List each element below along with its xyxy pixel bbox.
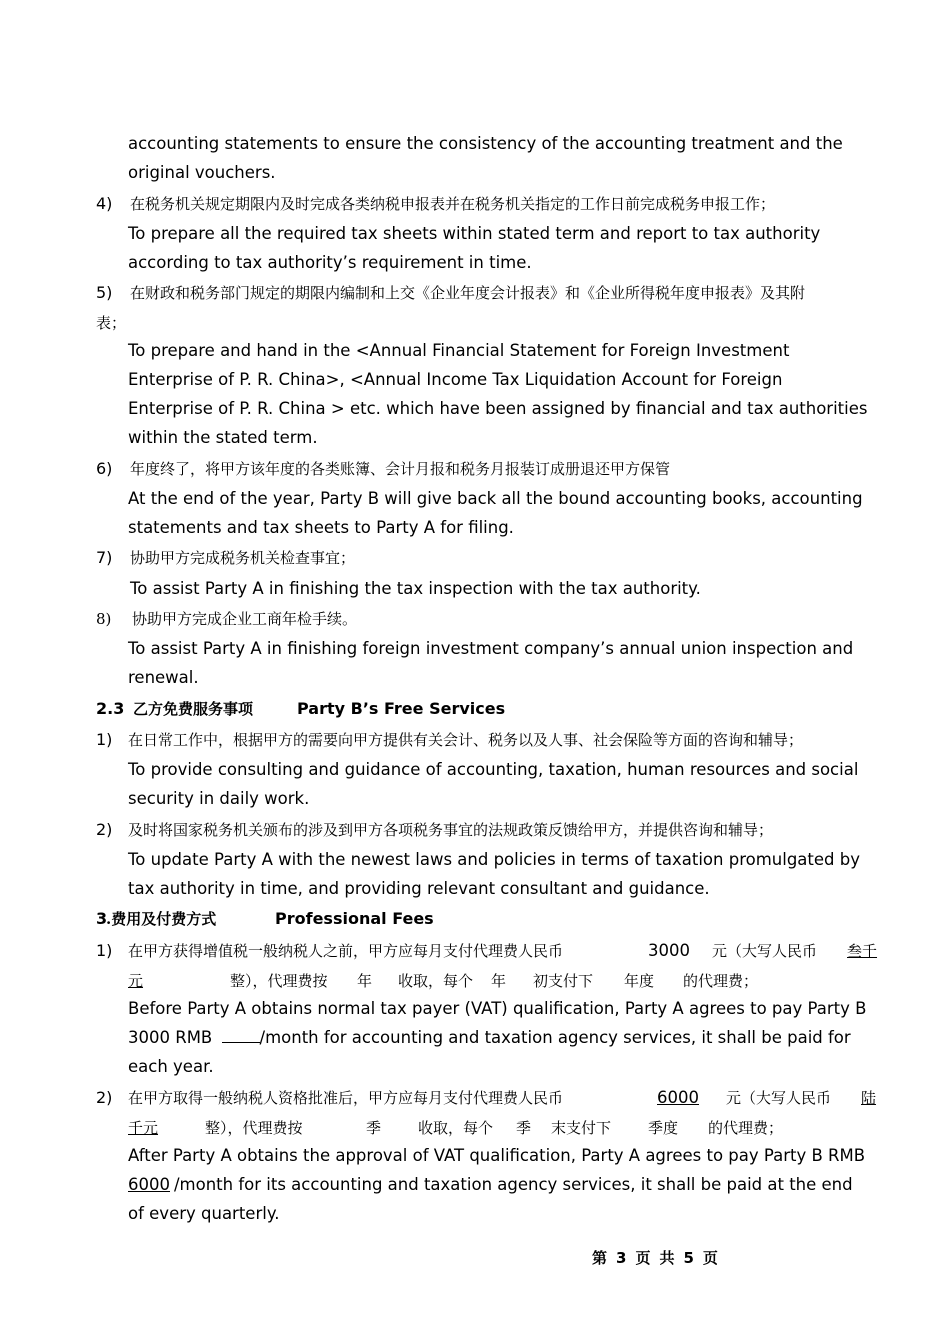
chinese-clause [128, 1087, 888, 1109]
chinese-clause: 在日常工作中，根据甲方的需要向甲方提供有关会计、税务以及人事、社会保险等方面的咨询和辅导； [128, 731, 804, 749]
list-number: 8) [96, 610, 112, 628]
footer-text: 页 [702, 1249, 718, 1267]
english-clause: tax authority in time, and providing relevant consultant and guidance. [128, 879, 710, 898]
section-heading [96, 908, 434, 930]
clause-text: 末支付下 [551, 1119, 612, 1137]
section-title-zh: .费用及付费方式 [106, 910, 217, 928]
section-title-en: Party B’s Free Services [297, 699, 506, 718]
clause-text: 收取，每个 [418, 1119, 494, 1137]
clause-text: 收取，每个 [398, 972, 474, 990]
fee-amount: 6000 [657, 1088, 699, 1107]
fee-amount-words: 元 [128, 972, 144, 990]
english-clause: security in daily work. [128, 789, 310, 808]
fee-amount: 6000 [128, 1175, 170, 1194]
english-clause: according to tax authority’s requirement in time. [128, 253, 532, 272]
chinese-clause [128, 970, 888, 992]
blank-field [222, 1028, 260, 1043]
list-number: 5) [96, 283, 113, 302]
footer-text: 第 [592, 1249, 608, 1267]
english-clause: To assist Party A in finishing foreign investment company’s annual union inspection and [128, 639, 854, 658]
paragraph-line: accounting statements to ensure the consistency of the accounting treatment and the [128, 134, 843, 153]
english-clause: To provide consulting and guidance of accounting, taxation, human resources and social [128, 760, 859, 779]
section-number: 2.3 [96, 699, 125, 718]
clause-text: /month for accounting and taxation agency services, it shall be paid for [259, 1028, 851, 1047]
english-clause: To prepare all the required tax sheets within stated term and report to tax authority [128, 224, 821, 243]
clause-text: 在甲方获得增值税一般纳税人之前，甲方应每月支付代理费人民币 [128, 942, 564, 960]
billing-period: 季度 [648, 1119, 679, 1137]
english-clause: To update Party A with the newest laws and policies in terms of taxation promulgated by [128, 850, 860, 869]
chinese-clause: 协助甲方完成企业工商年检手续。 [132, 610, 358, 628]
english-clause [128, 1174, 853, 1196]
chinese-clause: 年度终了，将甲方该年度的各类账簿、会计月报和税务月报装订成册退还甲方保管 [130, 460, 671, 478]
clause-text: 整），代理费按 [230, 972, 328, 990]
page-number: 3 [616, 1249, 627, 1267]
clause-text: 初支付下 [533, 972, 594, 990]
list-number: 6) [96, 459, 113, 478]
billing-period: 年 [357, 972, 373, 990]
total-pages: 5 [683, 1249, 694, 1267]
english-clause: To prepare and hand in the <Annual Financial Statement for Foreign Investment [128, 341, 790, 360]
chinese-clause [128, 1117, 888, 1139]
english-clause: Enterprise of P. R. China > etc. which have been assigned by financial and tax authorities [128, 399, 868, 418]
clause-text: 整），代理费按 [205, 1119, 303, 1137]
clause-text: 元（大写人民币 [726, 1089, 832, 1107]
billing-period: 年 [491, 972, 507, 990]
english-clause: At the end of the year, Party B will give back all the bound accounting books, accounting [128, 489, 863, 508]
section-title-zh: 乙方免费服务事项 [133, 700, 254, 718]
fee-amount-words: 叁千 [847, 942, 878, 960]
chinese-clause: 表； [96, 314, 127, 332]
list-number: 7) [96, 548, 113, 567]
clause-text: /month for its accounting and taxation agency services, it shall be paid at the end [174, 1175, 853, 1194]
chinese-clause: 及时将国家税务机关颁布的涉及到甲方各项税务事宜的法规政策反馈给甲方，并提供咨询和辅导； [128, 821, 774, 839]
list-number: 1) [96, 730, 113, 749]
english-clause [128, 1027, 851, 1049]
clause-text: 在甲方取得一般纳税人资格批准后，甲方应每月支付代理费人民币 [128, 1089, 564, 1107]
english-clause: each year. [128, 1057, 214, 1076]
fee-amount: 3000 [648, 941, 690, 960]
billing-period: 季 [366, 1119, 382, 1137]
section-title-en: Professional Fees [275, 909, 434, 928]
english-clause: Before Party A obtains normal tax payer (VAT) qualification, Party A agrees to pay Party B [128, 999, 867, 1018]
clause-text: 元（大写人民币 [712, 942, 818, 960]
fee-amount-words: 陆 [861, 1089, 877, 1107]
english-clause: renewal. [128, 668, 199, 687]
billing-period: 年度 [624, 972, 655, 990]
chinese-clause [128, 940, 888, 962]
chinese-clause: 在财政和税务部门规定的期限内编制和上交《企业年度会计报表》和《企业所得税年度申报表》及其附 [130, 284, 806, 302]
chinese-clause: 协助甲方完成税务机关检查事宜； [130, 549, 356, 567]
paragraph-line: original vouchers. [128, 163, 276, 182]
english-clause: After Party A obtains the approval of VAT qualification, Party A agrees to pay Party B RMB [128, 1146, 866, 1165]
english-clause: To assist Party A in finishing the tax inspection with the tax authority. [130, 579, 701, 598]
list-number: 1) [96, 941, 113, 960]
billing-period: 季 [516, 1119, 532, 1137]
english-clause: Enterprise of P. R. China>, <Annual Income Tax Liquidation Account for Foreign [128, 370, 783, 389]
list-number: 2) [96, 820, 113, 839]
english-clause: within the stated term. [128, 428, 318, 447]
page-footer [592, 1247, 727, 1269]
section-heading [96, 698, 506, 720]
clause-text: 的代理费； [683, 972, 759, 990]
chinese-clause: 在税务机关规定期限内及时完成各类纳税申报表并在税务机关指定的工作日前完成税务申报工作； [130, 195, 776, 213]
english-clause: of every quarterly. [128, 1204, 280, 1223]
fee-amount-words: 千元 [128, 1119, 159, 1137]
footer-text: 共 [659, 1249, 675, 1267]
fee-amount: 3000 RMB [128, 1028, 213, 1047]
list-number: 2) [96, 1088, 113, 1107]
list-number: 4) [96, 194, 113, 213]
section-number: 3 [96, 909, 108, 928]
clause-text: 的代理费； [708, 1119, 784, 1137]
footer-text: 页 [635, 1249, 651, 1267]
english-clause: statements and tax sheets to Party A for filing. [128, 518, 514, 537]
